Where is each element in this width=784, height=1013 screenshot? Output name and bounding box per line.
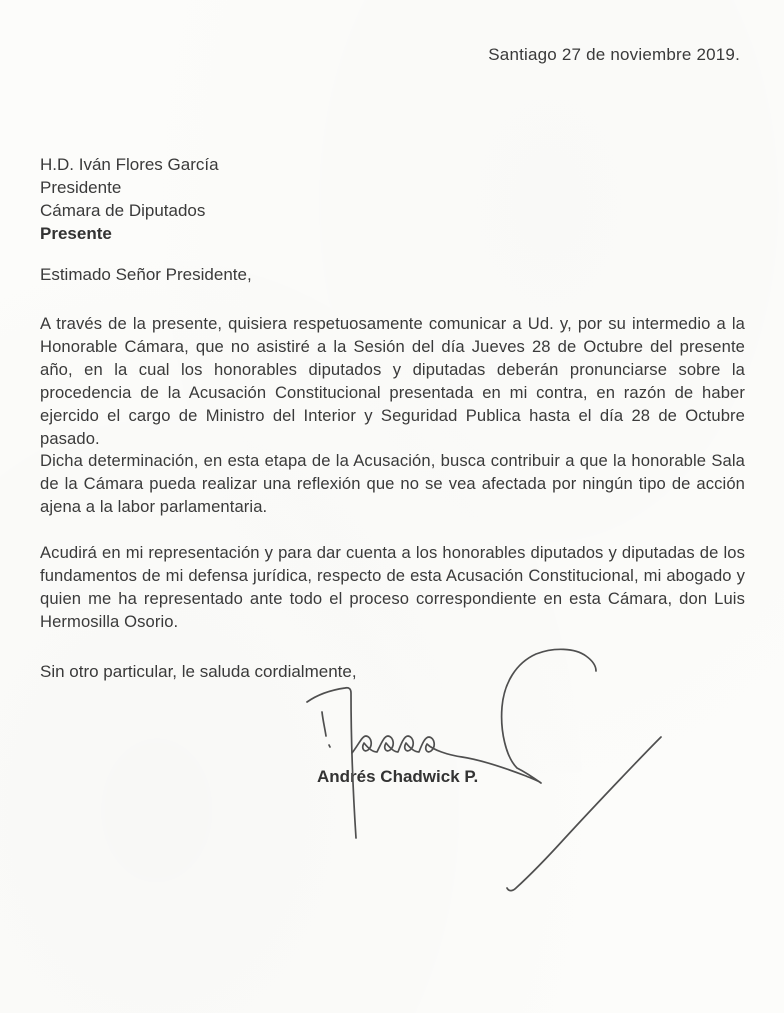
signature-stroke-dot bbox=[329, 745, 330, 747]
signer-name: Andrés Chadwick P. bbox=[317, 767, 479, 786]
signature-stroke-diagonal bbox=[507, 737, 661, 891]
body-paragraph-3: Acudirá en mi representación y para dar cuenta a los honorables diputados y diputadas de los fundamentos de mi defensa jurídica, respecto de esta Acusación Constitucional, mi abogado y quien me ha representado ante todo el proceso correspondiente en esta Cámara, don Luis Hermosilla Osorio. bbox=[40, 543, 745, 631]
recipient-organization: Cámara de Diputados bbox=[40, 201, 206, 220]
recipient-block bbox=[40, 153, 219, 245]
recipient-presente-line: Presente bbox=[40, 224, 112, 243]
signature-stroke-vertical bbox=[307, 688, 356, 838]
signature-stroke-loops-balloon bbox=[352, 649, 596, 783]
closing-line: Sin otro particular, le saluda cordialmente, bbox=[40, 662, 357, 681]
body-paragraph-2: Dicha determinación, en esta etapa de la Acusación, busca contribuir a que la honorable Sala de la Cámara pueda realizar una reflexión que no se vea afectada por ningún tipo de acción ajena a la labor parlamentaria. bbox=[40, 451, 745, 516]
salutation: Estimado Señor Presidente, bbox=[40, 265, 252, 284]
date-line: Santiago 27 de noviembre 2019. bbox=[488, 45, 740, 64]
body-paragraph-1: A través de la presente, quisiera respetuosamente comunicar a Ud. y, por su intermedio a la Honorable Cámara, que no asistiré a la Sesión del día Jueves 28 de Octubre del presente año, en la cual los honorables diputados y diputadas deberán pronunciarse sobre la procedencia de la Acusación Constitucional presentada en mi contra, en razón de haber ejercido el cargo de Ministro del Interior y Seguridad Publica hasta el día 28 de Octubre pasado. bbox=[40, 314, 745, 448]
signature-stroke-mark bbox=[322, 712, 326, 736]
recipient-title: Presidente bbox=[40, 178, 122, 197]
recipient-name: H.D. Iván Flores García bbox=[40, 155, 219, 174]
